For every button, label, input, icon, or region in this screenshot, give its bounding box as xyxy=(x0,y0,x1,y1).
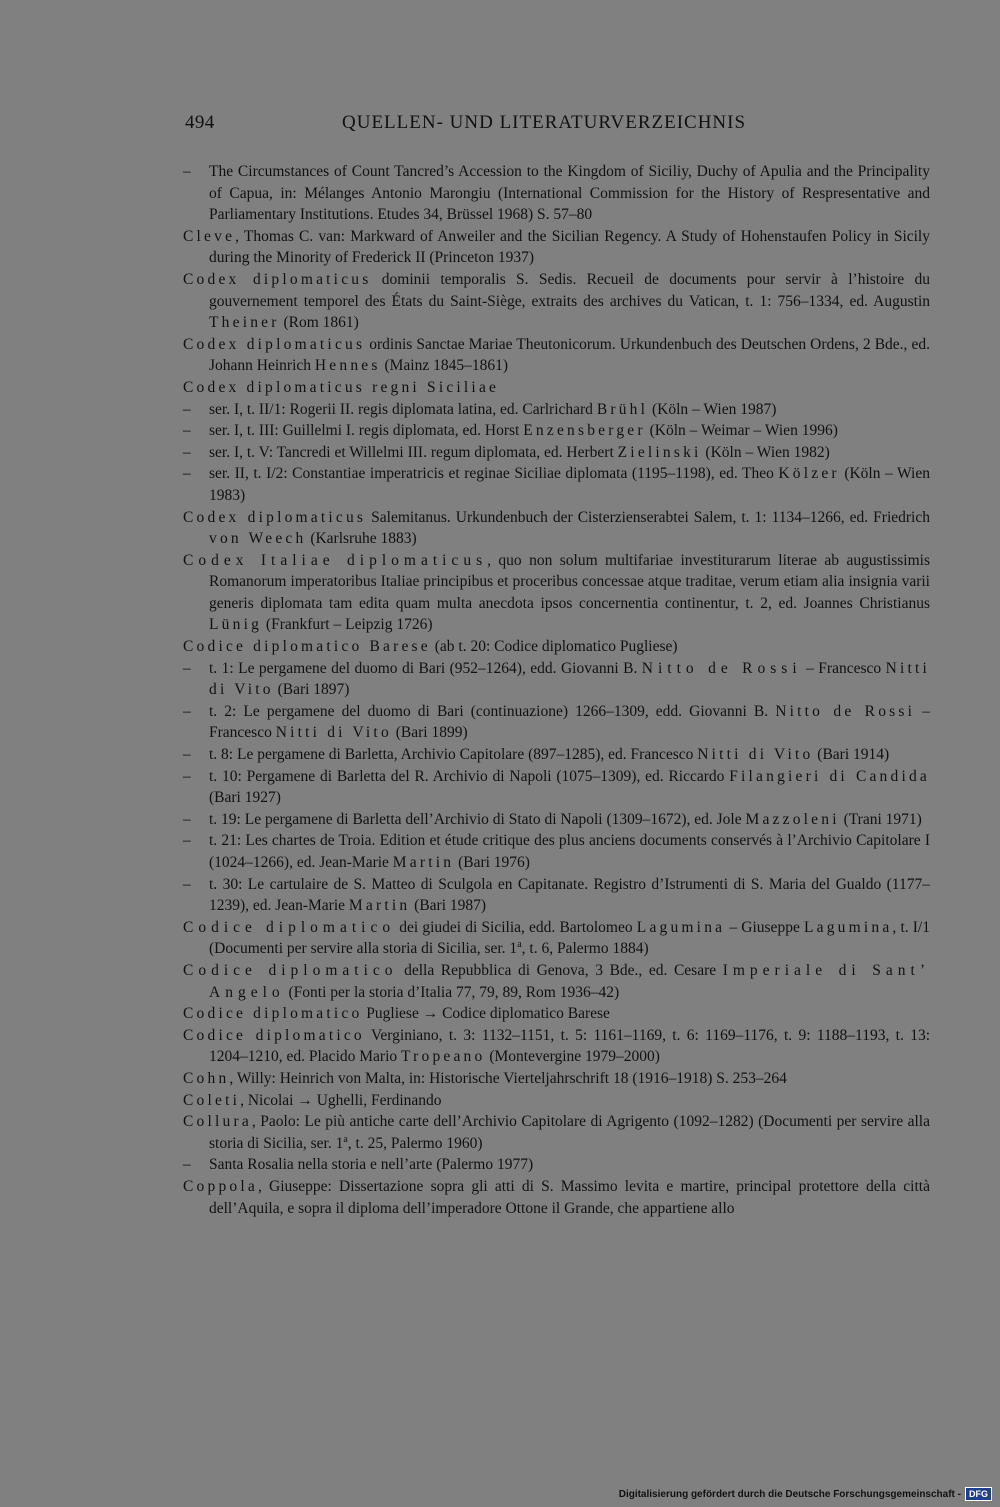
dfg-logo: DFG xyxy=(965,1487,992,1501)
bibliography-entry: – ser. II, t. I/2: Constantiae imperatricis et reginae Siciliae diplomata (1195–1198), ed. Theo Kölzer (Köln – Wien 1983) xyxy=(183,465,930,504)
bibliography-entries xyxy=(183,161,930,1219)
bibliography-entry: – ser. I, t. III: Guillelmi I. regis diplomata, ed. Horst Enzensberger (Köln – Weimar – Wien 1996) xyxy=(183,422,838,440)
bibliography-entry: – t. 19: Le pergamene di Barletta dell’Archivio di Stato di Napoli (1309–1672), ed. Jole Mazzoleni (Trani 1971) xyxy=(183,810,922,828)
bibliography-entry: Codex diplomaticus regni Siciliae xyxy=(183,378,500,396)
bibliography-entry: Codex diplomaticus Salemitanus. Urkundenbuch der Cisterzienserabtei Salem, t. 1: 1134–1266, ed. Friedrich von Weech (Karlsruhe 1883) xyxy=(183,508,930,548)
bibliography-entry: – t. 10: Pergamene di Barletta del R. Archivio di Napoli (1075–1309), ed. Riccardo Filangieri di Candida (Bari 1927) xyxy=(183,767,930,807)
bibliography-entry: – t. 8: Le pergamene di Barletta, Archivio Capitolare (897–1285), ed. Francesco Nitti di Vito (Bari 1914) xyxy=(183,746,890,764)
funding-note: Digitalisierung gefördert durch die Deutsche Forschungsgemeinschaft - xyxy=(618,1488,961,1500)
bibliography-entry: Coleti, Nicolai → Ughelli, Ferdinando xyxy=(183,1091,442,1109)
bibliography-entry: Cohn, Willy: Heinrich von Malta, in: Historische Vierteljahrschrift 18 (1916–1918) S. 253–264 xyxy=(183,1069,787,1087)
bibliography-entry: – t. 21: Les chartes de Troia. Edition et étude critique des plus anciens documents conservés à l’Archivio Capitolare I (1024–1266), ed. Jean-Marie Martin (Bari 1976) xyxy=(183,832,930,871)
bibliography-entry: – ser. I, t. V: Tancredi et Willelmi III. regum diplomata, ed. Herbert Zielinski (Köln – Wien 1982) xyxy=(183,443,830,461)
bibliography-entry: – t. 1: Le pergamene del duomo di Bari (952–1264), edd. Giovanni B. Nitto de Rossi – Francesco Nitti di Vito (Bari 1897) xyxy=(183,659,930,699)
bibliography-entry: – ser. I, t. II/1: Rogerii II. regis diplomata latina, ed. Carlrichard Brühl (Köln – Wien 1987) xyxy=(183,400,777,418)
page-number: 494 xyxy=(185,112,215,133)
bibliography-entry: Cleve, Thomas C. van: Markward of Anweiler and the Sicilian Regency. A Study of Hohenstaufen Policy in Sicily during the Minority of Frederick II (Princeton 1937) xyxy=(183,227,930,267)
bibliography-entry: Codice diplomatico Pugliese → Codice diplomatico Barese xyxy=(183,1005,610,1023)
bibliography-entry: – t. 2: Le pergamene del duomo di Bari (continuazione) 1266–1309, edd. Giovanni B. Nitto de Rossi – Francesco Nitti di Vito (Bari 1899) xyxy=(183,702,930,742)
bibliography-entry: Codice diplomatico dei giudei di Sicilia, edd. Bartolomeo Lagumina – Giuseppe Lagumina, t. I/1 (Documenti per servire alla storia di Sicilia, ser. 1$^a$, t. 6, Palermo 1884) xyxy=(183,918,930,958)
running-title: QUELLEN- UND LITERATURVERZEICHNIS xyxy=(342,112,747,133)
bibliography-entry: Coppola, Giuseppe: Dissertazione sopra gli atti di S. Massimo levita e martire, principal protettore della città dell’Aquila, e sopra il diploma dell’imperadore Ottone il Grande, che appartiene allo xyxy=(183,1177,930,1217)
bibliography-entry: Codice diplomatico Verginiano, t. 3: 1132–1151, t. 5: 1161–1169, t. 6: 1169–1176, t. 9: 1188–1193, t. 13: 1204–1210, ed. Placido Mario Tropeano (Montevergine 1979–2000) xyxy=(183,1026,931,1066)
bibliography-entry: – Santa Rosalia nella storia e nell’arte (Palermo 1977) xyxy=(183,1156,534,1174)
page-header xyxy=(185,112,760,136)
bibliography-entry: Codex diplomaticus dominii temporalis S. Sedis. Recueil de documents pour servir à l’histoire du gouvernement temporel des États du Saint-Siège, extraits des archives du Vatican, t. 1: 756–1334, ed. Augustin Theiner (Rom 1861) xyxy=(183,270,930,332)
bibliography-entry: Codex diplomaticus ordinis Sanctae Mariae Theutonicorum. Urkundenbuch des Deutschen Ordens, 2 Bde., ed. Johann Heinrich Hennes (Mainz 1845–1861) xyxy=(183,335,930,375)
bibliography-entry: – The Circumstances of Count Tancred’s Accession to the Kingdom of Siciliy, Duchy of Apulia and the Principality of Capua, in: Mélanges Antonio Marongiu (International Commission for the History of Respresentative and Parliamentary Institutions. Etudes 34, Brüssel 1968) S. 57–80 xyxy=(183,163,930,224)
bibliography-entry: Codex Italiae diplomaticus, quo non solum multifariae investiturarum literae ab augustissimis Romanorum imperatoribus Italiae principibus et proceribus concessae atque traditae, verum etiam alia insignia varii generis diplomata tam edita quam multa anecdota ipsos concernentia continentur, t. 2, ed. Joannes Christianus Lünig (Frankfurt – Leipzig 1726) xyxy=(183,551,930,634)
bibliography-entry: Collura, Paolo: Le più antiche carte dell’Archivio Capitolare di Agrigento (1092–1282) (Documenti per servire alla storia di Sicilia, ser. 1$^a$, t. 25, Palermo 1960) xyxy=(183,1113,930,1152)
bibliography-entry: Codice diplomatico della Repubblica di Genova, 3 Bde., ed. Cesare Imperiale di Sant’ Angelo (Fonti per la storia d’Italia 77, 79, 89, Rom 1936–42) xyxy=(183,961,931,1001)
bibliography-entry: Codice diplomatico Barese (ab t. 20: Codice diplomatico Pugliese) xyxy=(183,638,678,656)
footer xyxy=(619,1487,992,1501)
bibliography-entry: – t. 30: Le cartulaire de S. Matteo di Sculgola en Capitanate. Registro d’Istrumenti di S. Maria del Gualdo (1177–1239), ed. Jean-Marie Martin (Bari 1987) xyxy=(183,875,930,915)
